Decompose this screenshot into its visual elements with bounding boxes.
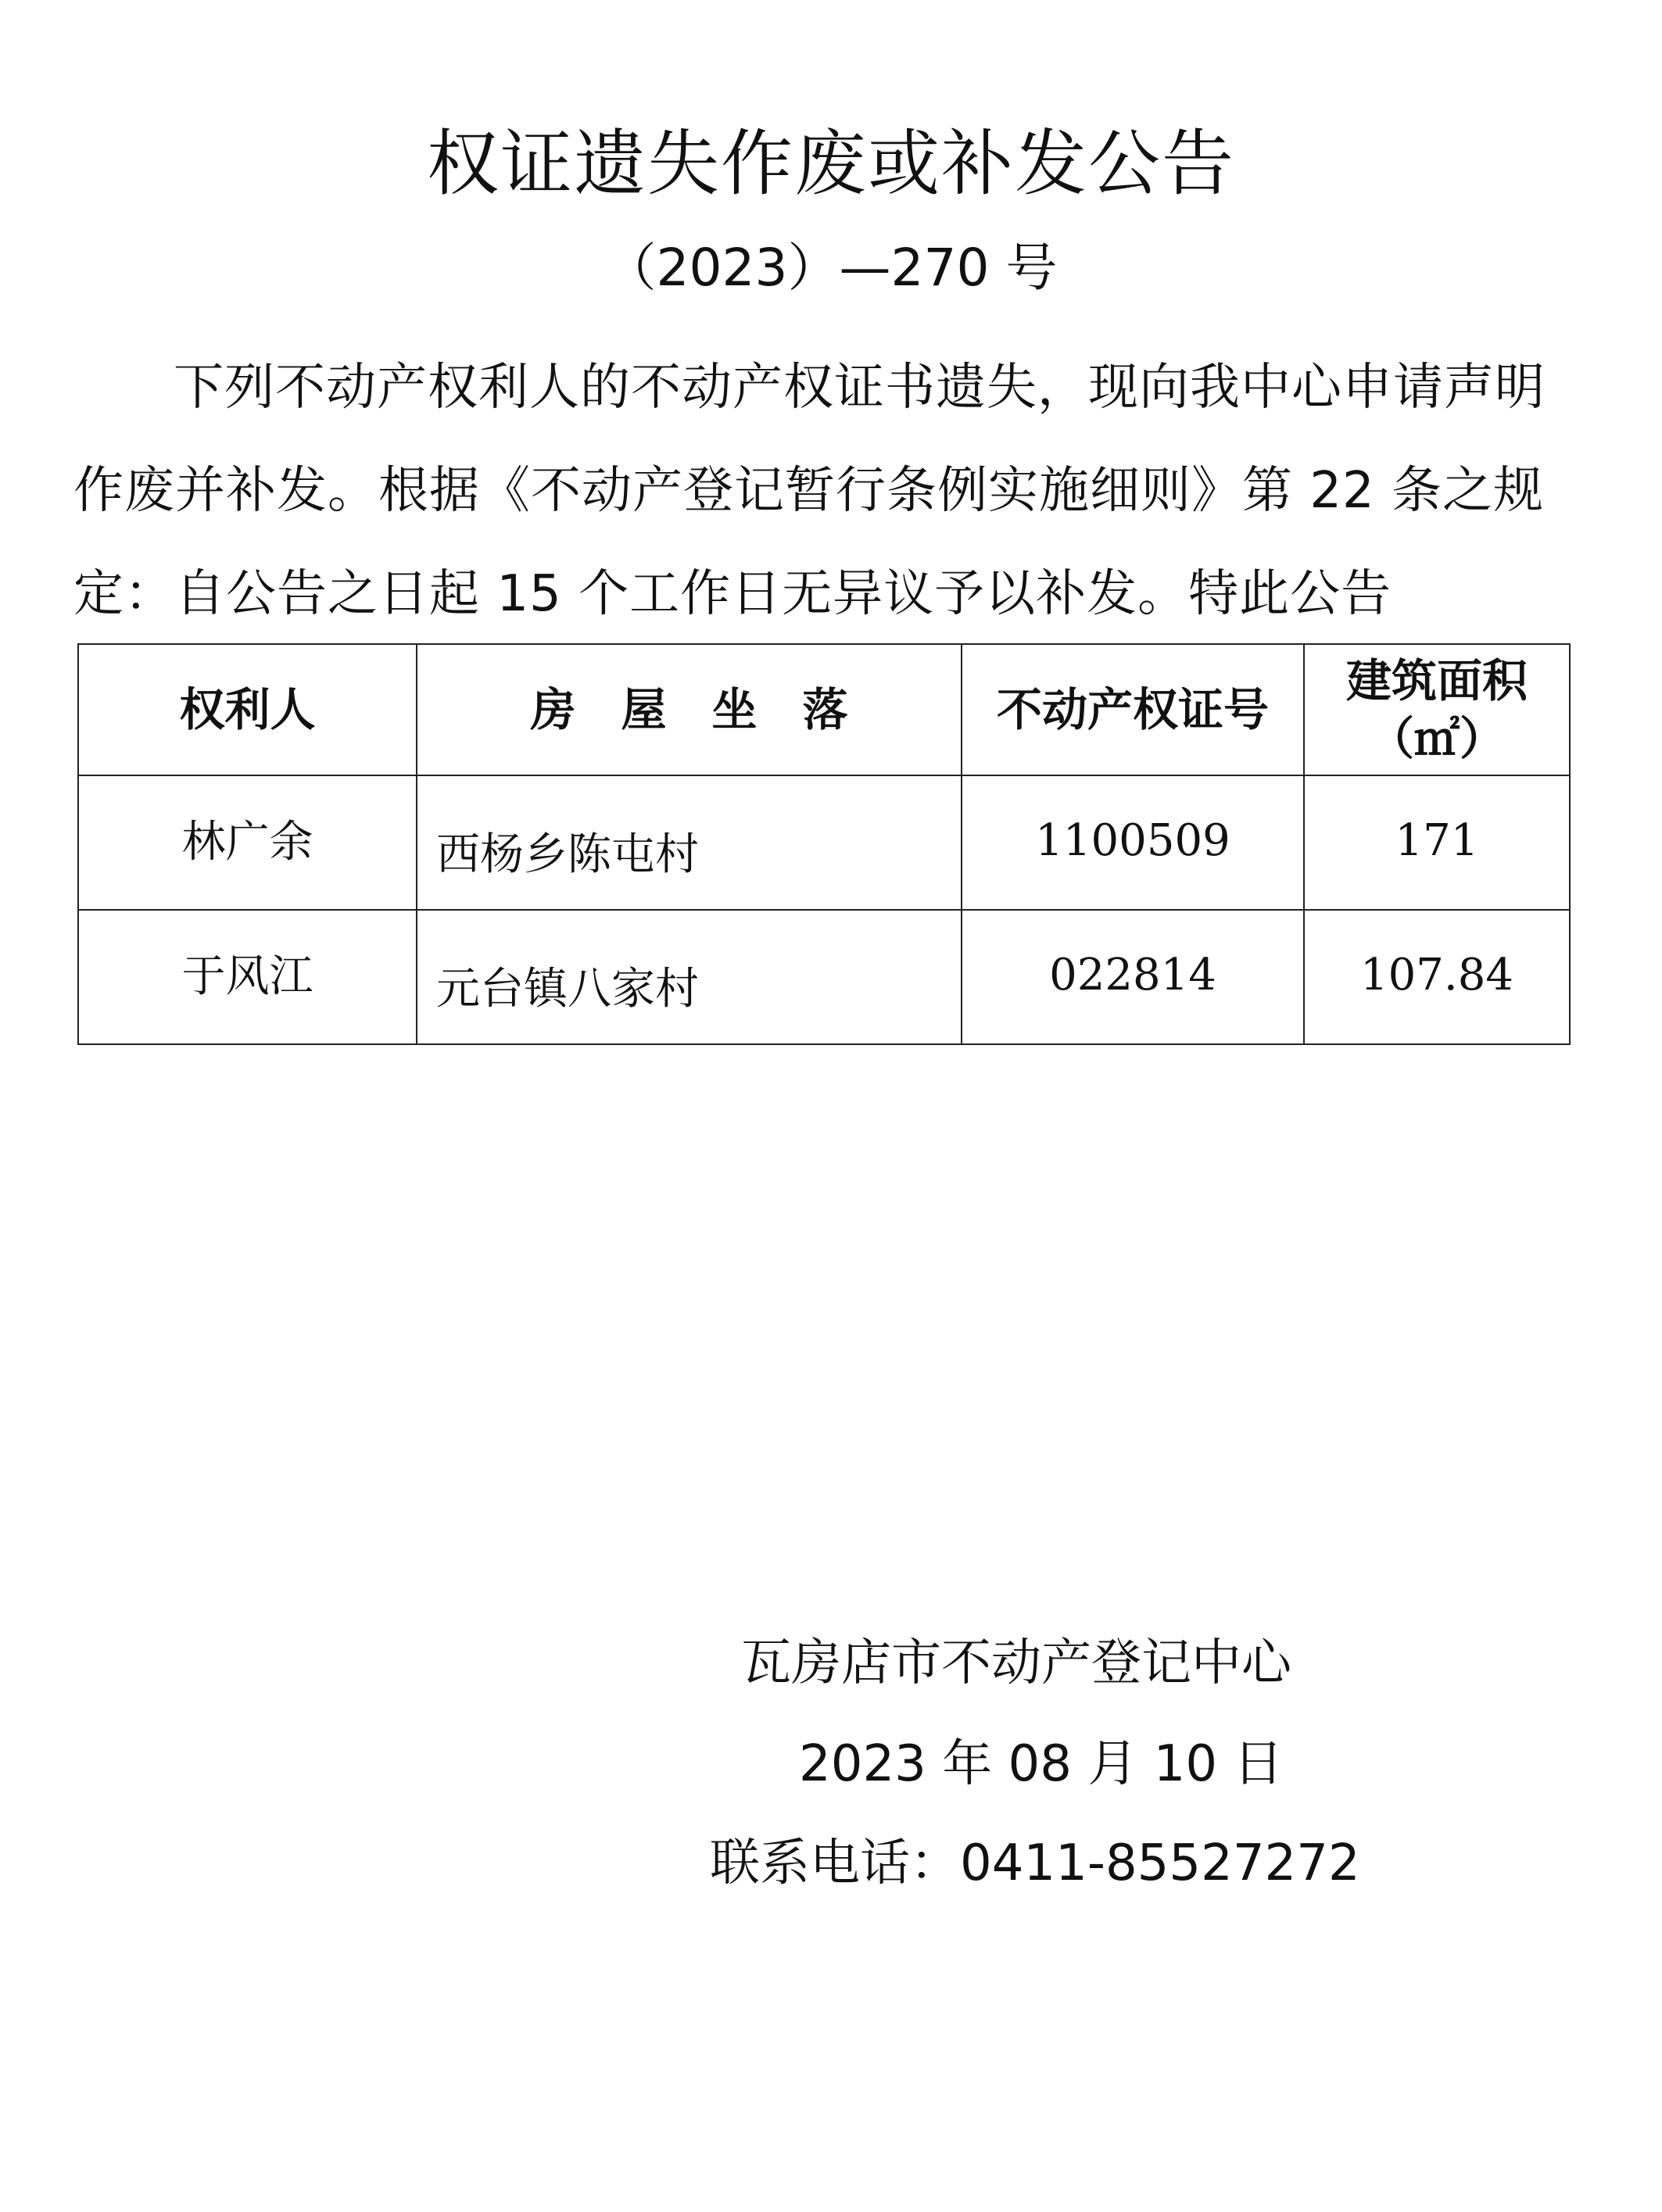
certificate-cell: 1100509	[962, 775, 1304, 910]
header-area-label: 建筑面积	[1345, 654, 1528, 707]
notice-body: 下列不动产权利人的不动产权证书遗失，现向我中心申请声明作废并补发。根据《不动产登记暂行条例实施细则》第 22 条之规定：自公告之日起 15 个工作日无异议予以补发。特此公告	[73, 359, 1546, 623]
area-cell: 171	[1304, 775, 1570, 910]
issue-date: 2023 年 08 月 10 日	[799, 1735, 1284, 1793]
certificate-table	[77, 643, 1571, 1045]
page-title: 权证遗失作废或补发公告	[426, 122, 1235, 206]
contact-phone: 联系电话：0411-85527272	[710, 1834, 1360, 1892]
location-cell: 元台镇八家村	[417, 910, 962, 1044]
location-cell: 西杨乡陈屯村	[417, 775, 962, 910]
header-area	[1304, 644, 1570, 775]
document-number: （2023）—270 号	[604, 238, 1058, 298]
header-owner: 权利人	[78, 644, 417, 775]
owner-cell: 林广余	[78, 775, 417, 910]
certificate-cell: 022814	[962, 910, 1304, 1044]
table-header-row	[78, 644, 1570, 775]
area-cell: 107.84	[1304, 910, 1570, 1044]
table-row	[78, 910, 1570, 1044]
header-location: 房 屋 坐 落	[417, 644, 962, 775]
table-header	[78, 644, 1570, 775]
header-certificate: 不动产权证号	[962, 644, 1304, 775]
owner-cell: 于风江	[78, 910, 417, 1044]
issuing-organization: 瓦房店市不动产登记中心	[741, 1634, 1291, 1692]
table-row	[78, 775, 1570, 910]
header-area-unit: （㎡）	[1368, 712, 1505, 765]
